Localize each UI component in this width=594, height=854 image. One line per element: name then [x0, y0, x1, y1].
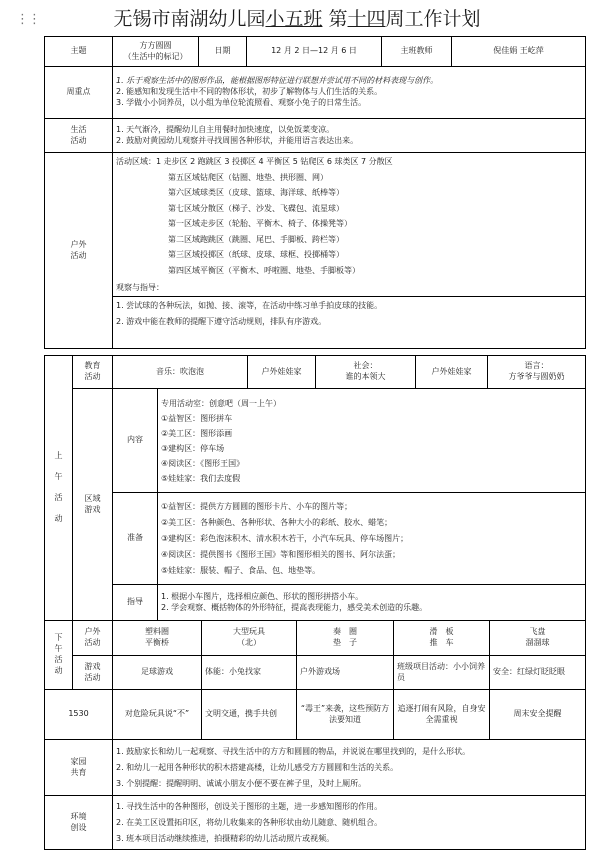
area-label: 区域 游戏 [73, 389, 113, 621]
pm-game-2: 体能：小兔找家 [202, 656, 297, 690]
afternoon-label: 下 午 活 动 [45, 621, 73, 690]
page-title: 无锡市南湖幼儿园小五班 第十四周工作计划 [113, 8, 481, 30]
morning-table [44, 355, 586, 621]
morning-label: 上 午 活 动 [45, 356, 73, 621]
pm-outdoor-5: 飞盘 溜溜球 [490, 621, 586, 656]
teacher-value: 倪佳娟 王屹萍 [452, 37, 586, 67]
area-guide-label: 指导 [113, 585, 158, 621]
pm-outdoor-2: 大型玩具 （北） [202, 621, 297, 656]
safety-4: 追逐打闹有风险，自身安全需重视 [394, 690, 490, 740]
edu-language: 语言： 方爷爷与圆奶奶 [488, 356, 586, 389]
focus-content: 1. 乐于观察生活中的图形作品，能根据图形特征进行联想并尝试用不同的材料表现与创作。 2. 能感知和发现生活中不同的物体形状，初步了解物体与人们生活的关系。 3. 学做小小饲养员，以小组为单位轮流照看、观察小兔子的日常生活。 [113, 67, 586, 119]
area-guide: 1. 根据小车图片，选择相应颜色、形状的图形拼搭小车。 2. 学会观察、概括物体的外形特征，提高表现能力，感受美术创造的乐趣。 [158, 585, 586, 621]
safety-2: 文明交通，携手共创 [202, 690, 297, 740]
pm-outdoor-4: 滑 板 推 车 [394, 621, 490, 656]
plan-table-top [44, 36, 586, 349]
life-label: 生活 活动 [45, 119, 113, 153]
pm-game-1: 足球游戏 [113, 656, 202, 690]
family-content: 1. 鼓励家长和幼儿一起观察、寻找生活中的方方和圆圆的物品，并说说在哪里找到的，是什么形状。 2. 和幼儿一起用各种形状的积木搭建高楼，让幼儿感受方方圆圆和生活的关系。 3. 个别提醒：提醒明明、诚诚小朋友小便不要在裤子里，及时上厕所。 [113, 740, 586, 796]
edu-music: 音乐：吹泡泡 [113, 356, 248, 389]
life-content: 1. 天气渐冷，提醒幼儿自主用餐时加快速度，以免饭菜变凉。 2. 鼓励对黄园幼儿观察并寻找周围各种形状，并能用语言表达出来。 [113, 119, 586, 153]
pm-game-5: 安全：红绿灯眨眨眼 [490, 656, 586, 690]
safety-label: 1530 [45, 690, 113, 740]
pm-game-3: 户外游戏场 [297, 656, 394, 690]
safety-5: 周末安全提醒 [490, 690, 586, 740]
outdoor-label: 户外 活动 [45, 153, 113, 349]
area-prep-label: 准备 [113, 493, 158, 585]
teacher-label: 主班教师 [382, 37, 452, 67]
drag-handle-icon[interactable]: ⋮⋮ [16, 12, 40, 27]
edu-outdoor-2: 户外娃娃家 [416, 356, 488, 389]
afternoon-table [44, 620, 586, 850]
edu-outdoor-1: 户外娃娃家 [248, 356, 316, 389]
edu-label: 教育 活动 [73, 356, 113, 389]
theme-label: 主题 [45, 37, 113, 67]
area-content: 专用活动室：创意吧（周一上午） ①益智区：图形拼车 ②美工区：图形添画 ③建构区：停车场 ④阅读区：《图形王国》 ⑤娃娃家：我们去度假 [158, 389, 586, 493]
pm-outdoor-3: 奏 圈 垫 子 [297, 621, 394, 656]
area-content-label: 内容 [113, 389, 158, 493]
env-label: 环境 创设 [45, 796, 113, 850]
edu-social: 社会： 谁的本领大 [316, 356, 416, 389]
family-label: 家园 共育 [45, 740, 113, 796]
env-content: 1. 寻找生活中的各种图形，创设关于图形的主题，进一步感知图形的作用。 2. 在美工区设置拓印区，将幼儿收集来的各种形状由幼儿随意、随机组合。 3. 班本项目活动继续推进，拍摄精彩的幼儿活动照片或视频。 [113, 796, 586, 850]
focus-label: 周重点 [45, 67, 113, 119]
safety-1: 对危险玩具说“不” [113, 690, 202, 740]
pm-outdoor-label: 户外 活动 [73, 621, 113, 656]
theme-value: 方方圆圆 （生活中的标记） [113, 37, 199, 67]
pm-outdoor-1: 塑料圈 平衡桥 [113, 621, 202, 656]
date-label: 日期 [199, 37, 247, 67]
pm-game-label: 游戏 活动 [73, 656, 113, 690]
safety-3: “毒王”来袭，这些预防方法要知道 [297, 690, 394, 740]
pm-game-4: 班级项目活动：小小饲养员 [394, 656, 490, 690]
area-prep: ①益智区：提供方方圆圆的图形卡片、小车的图片等； ②美工区：各种颜色、各种形状、各种大小的彩纸、胶水、蜡笔； ③建构区：彩色泡沫积木、清水积木若干，小汽车玩具、停车场图片； ④阅读区：提供图书《图形王国》等和图形相关的图书、阿尔法蛋； ⑤娃娃家：服装、帽子、食品、包、地垫等。 [158, 493, 586, 585]
outdoor-content: 活动区域：1 走步区 2 跑跳区 3 投掷区 4 平衡区 5 钻爬区 6 球类区 7 分散区 第五区域钻爬区（钻圈、地垫、拱形圈、网） 第六区域球类区（皮球、篮球、海洋球、纸棒等） 第七区域分散区（梯子、沙发、飞碟包、流星球） 第一区域走步区（轮胎、平衡木、椅子、体操凳等） 第二区域跑跳区（跳圈、尾巴、手脚板、跨栏等） 第三区域投掷区（纸球、皮球、球框、投掷桶等） 第四区域平衡区（平衡木、呼啦圈、地垫、手脚板等） 观察与指导： 1. 尝试球的各种玩法，如抛、接、滚等，在活动中练习单手拍皮球的技能。 2. 游戏中能在教师的提醒下遵守活动规则，排队有序游戏。 [113, 153, 586, 349]
date-value: 12 月 2 日—12 月 6 日 [247, 37, 382, 67]
